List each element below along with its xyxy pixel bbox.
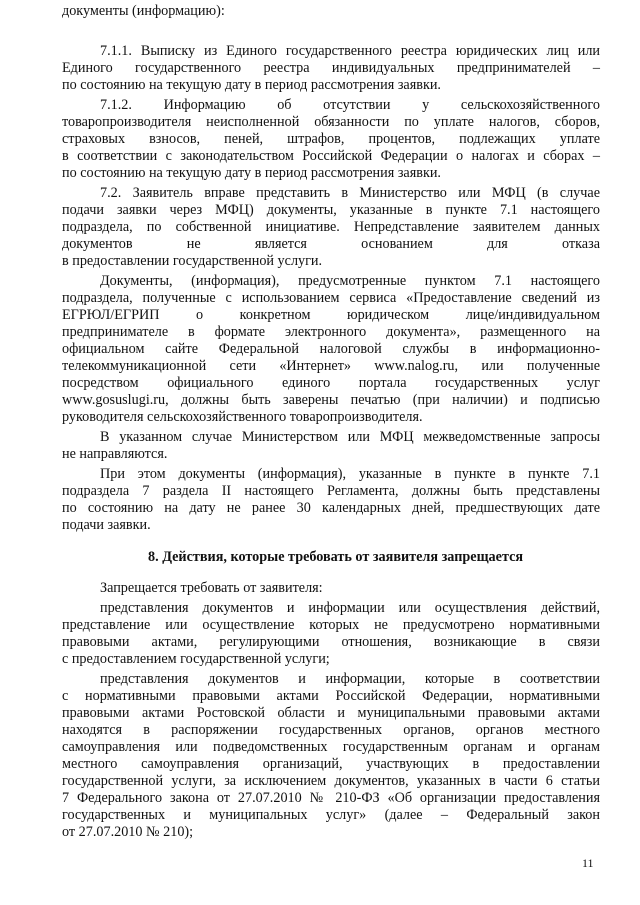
text-line: подраздела, полученные с использованием сервиса «Предоставление сведений из — [62, 290, 600, 306]
text-line: от 27.07.2010 № 210); — [62, 824, 194, 840]
text-line: товаропроизводителя неисполненной обязанности по уплате налогов, сборов, — [62, 114, 600, 130]
text-line: с нормативными правовыми актами Российской Федерации, нормативными — [62, 688, 600, 704]
text-line: правовыми актами, регулирующими отношения, возникающие в связи — [62, 634, 600, 650]
text-line: с предоставлением государственной услуги; — [62, 651, 330, 667]
text-line: представления документов и информации, которые в соответствии — [100, 671, 600, 687]
text-line: по состоянию на текущую дату в период рассмотрения заявки. — [62, 77, 441, 93]
text-line: находятся в распоряжении государственных органов, органов местного — [62, 722, 600, 738]
text-line: подраздела, по собственной инициативе. Непредставление заявителем данных — [62, 219, 600, 235]
text-line: Документы, (информация), предусмотренные пунктом 7.1 настоящего — [100, 273, 600, 289]
text-line: документов не является основанием для отказа — [62, 236, 600, 252]
text-line: Единого государственного реестра индивидуальных предпринимателей – — [62, 60, 600, 76]
text-line: не направляются. — [62, 446, 168, 462]
section-heading: 8. Действия, которые требовать от заявителя запрещается — [148, 549, 524, 565]
text-line: официальном сайте Федеральной налоговой службы в информационно- — [62, 341, 600, 357]
text-line: представления документов и информации или осуществления действий, — [100, 600, 600, 616]
text-line: по состоянию на текущую дату в период рассмотрения заявки. — [62, 165, 441, 181]
text-line: подраздела 7 раздела II настоящего Регламента, должны быть представлены — [62, 483, 600, 499]
text-line: документы (информацию): — [62, 3, 225, 19]
text-line: При этом документы (информация), указанные в пункте в пункте 7.1 — [100, 466, 600, 482]
text-line: В указанном случае Министерством или МФЦ межведомственные запросы — [100, 429, 600, 445]
text-line: 7.2. Заявитель вправе представить в Министерство или МФЦ (в случае — [100, 185, 600, 201]
text-line: Запрещается требовать от заявителя: — [100, 580, 323, 596]
text-line: посредством официального единого портала государственных услуг — [62, 375, 600, 391]
text-line: государственной услуги, за исключением документов, указанных в части 6 статьи — [62, 773, 600, 789]
text-line: подачи заявки. — [62, 517, 151, 533]
text-line: 7.1.1. Выписку из Единого государственного реестра юридических лиц или — [100, 43, 600, 59]
text-line: правовыми актами Ростовской области и муниципальными правовыми актами — [62, 705, 600, 721]
text-line: руководителя сельскохозяйственного товаропроизводителя. — [62, 409, 423, 425]
text-line: подачи заявки через МФЦ) документы, указанные в пункте 7.1 настоящего — [62, 202, 600, 218]
text-line: представление или осуществление которых не предусмотрено нормативными — [62, 617, 600, 633]
text-line: по состоянию на дату не ранее 30 календарных дней, предшествующих дате — [62, 500, 600, 516]
text-line: ЕГРЮЛ/ЕГРИП о конкретном юридическом лице/индивидуальном — [62, 307, 600, 323]
text-line: в соответствии с законодательством Российской Федерации о налогах и сборах – — [62, 148, 600, 164]
text-line: 7.1.2. Информацию об отсутствии у сельскохозяйственного — [100, 97, 600, 113]
text-line: телекоммуникационной сети «Интернет» www.nalog.ru, или полученные — [62, 358, 600, 374]
text-line: в предоставлении государственной услуги. — [62, 253, 323, 269]
text-line: 7 Федерального закона от 27.07.2010 № 210-ФЗ «Об организации предоставления — [62, 790, 600, 806]
text-line: государственных и муниципальных услуг» (далее – Федеральный закон — [62, 807, 600, 823]
text-line: самоуправления или подведомственных государственным органам и органам — [62, 739, 600, 755]
page-number: 11 — [582, 856, 594, 870]
text-line: местного самоуправления организаций, участвующих в предоставлении — [62, 756, 600, 772]
text-line: предпринимателе в формате электронного документа», размещенного на — [62, 324, 600, 340]
text-line: www.gosuslugi.ru, должны быть заверены печатью (при наличии) и подписью — [62, 392, 600, 408]
text-line: страховых взносов, пеней, штрафов, процентов, подлежащих уплате — [62, 131, 600, 147]
